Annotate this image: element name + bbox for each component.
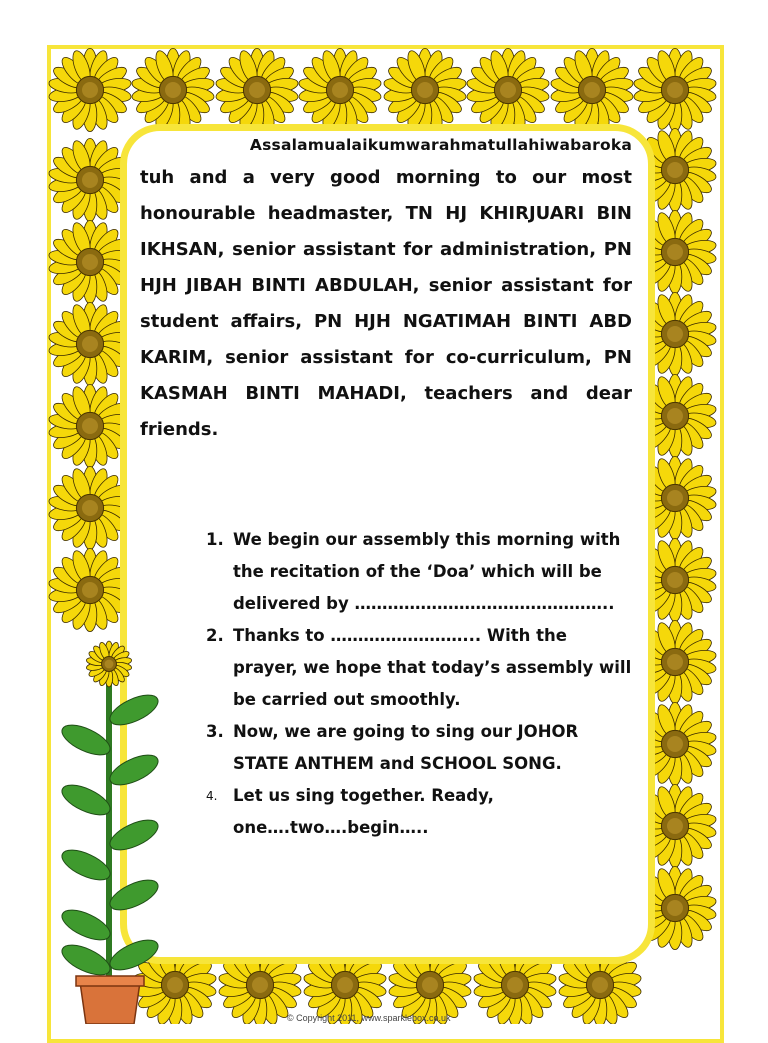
leaf-icon [58, 904, 114, 946]
sunflower-icon [466, 48, 550, 131]
list-item [206, 780, 636, 844]
leaf-icon [58, 779, 114, 821]
copyright-notice: © Copyright 2011, www.sparklebox.co.uk [287, 1013, 451, 1023]
step-number: 4. [206, 789, 218, 803]
leaf-icon [106, 814, 162, 856]
step-text: Thanks to ……………………... With the prayer, we hope that today’s assembly will be carried out smoothly. [233, 626, 632, 709]
leaf-icon [58, 719, 114, 761]
opening-speech [140, 136, 632, 448]
sunflower-icon [550, 48, 634, 131]
leaf-icon [106, 934, 162, 976]
sunflower-icon [383, 48, 467, 131]
step-number: 2. [206, 626, 224, 645]
leaf-icon [106, 689, 162, 731]
sunflower-icon [298, 48, 382, 131]
leaf-icon [106, 749, 162, 791]
flower-pot-icon [80, 982, 140, 1024]
step-text: Now, we are going to sing our JOHOR STATE ANTHEM and SCHOOL SONG. [233, 722, 579, 773]
leaf-icon [58, 844, 114, 886]
greeting-paragraph: tuh and a very good morning to our most honourable headmaster, TN HJ KHIRJUARI BIN IKHSAN, senior assistant for administration, PN HJH JIBAH BINTI ABDULAH, senior assistant for student affairs, PN HJH NGATIMAH BINTI ABD KARIM, senior assistant for co-curriculum, PN KASMAH BINTI MAHADI, teachers and dear friends. [140, 167, 632, 440]
sunflower-icon [86, 641, 132, 687]
sunflower-icon [633, 48, 717, 131]
greeting-line: Assalamualaikumwarahmatullahiwabaroka [249, 136, 632, 154]
list-item [206, 716, 636, 780]
list-item [206, 524, 636, 620]
potted-sunflower-icon [50, 640, 170, 1024]
leaf-icon [58, 939, 114, 981]
step-text: Let us sing together. Ready, one….two….begin….. [233, 786, 494, 837]
leaf-icon [106, 874, 162, 916]
sunflower-icon [131, 48, 215, 131]
step-number: 1. [206, 530, 224, 549]
step-text: We begin our assembly this morning with the recitation of the ‘Doa’ which will be delivered by ……………………………………….. [233, 530, 621, 613]
step-number: 3. [206, 722, 224, 741]
list-item [206, 620, 636, 716]
sunflower-icon [215, 48, 299, 131]
assembly-steps [206, 524, 636, 844]
sunflower-icon [48, 48, 132, 131]
